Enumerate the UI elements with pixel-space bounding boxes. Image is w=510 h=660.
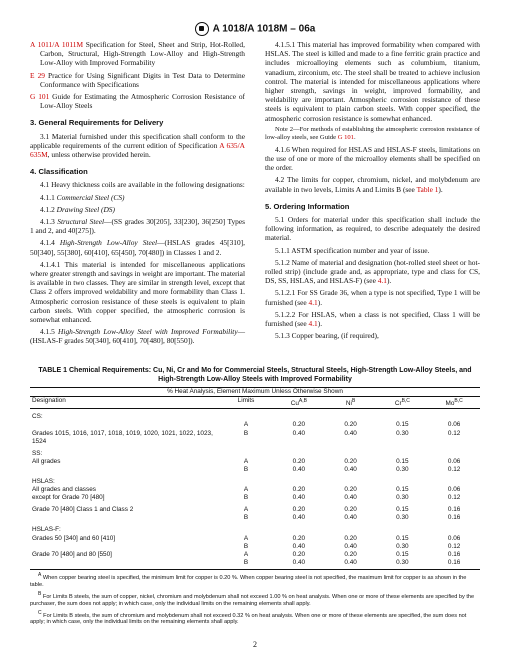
ni-value-cell: 0.40 [344,514,357,522]
col-header-mo: $Mo^{B,C}$ [428,397,480,409]
cr-value-cell: 0.15 [396,534,409,542]
paragraph-5-1-1: 5.1.1 ASTM specification number and year of issue. [275,245,430,255]
paragraph-5-1: 5.1 Orders for material under this specification shall include the following information, as required, to describe adequately the desired material. [265,215,480,243]
referenced-document: E 29 Practice for Using Significant Digits in Test Data to Determine Conformance with Specifications [30,70,245,89]
designation-cell: Grades 50 [340] and 60 [410] [32,534,116,542]
ref-link-g101[interactable]: G 101 [337,133,355,141]
paragraph-4-2: 4.2 The limits for copper, chromium, nickel, and molybdenum are available in two levels, Limits A and Limits B (see Table 1). [265,175,480,194]
cu-value-cell: 0.40 [273,559,325,570]
page-number: 2 [253,640,257,649]
cu-value-cell: 0.20 [292,534,306,542]
ni-value-cell: 0.20 [344,421,357,429]
cr-value-cell: 0.15 [396,457,409,465]
paragraph-5-1-2-1: 5.1.2.1 For SS Grade 36, when a type is not specified, Type 1 will be furnished (see 4.1). [265,288,480,307]
col-header-limits: Limits [219,397,273,409]
left-column [30,40,245,349]
mo-value-cell: 0.06 [447,457,461,465]
cr-value-cell: 0.15 [396,550,409,558]
mo-value-cell: 0.06 [447,486,461,494]
table-footnote: $^A$ When copper bearing steel is specified, the minimum limit for copper is 0.20 %. When copper bearing steel is not specified, the maximum limit for copper is as shown in the table. [30,571,467,588]
astm-logo-icon [195,22,209,36]
designation-cell: except for Grade 70 [480] [32,494,105,502]
cr-value-cell: 0.15 [396,421,409,429]
ref-link-4-1[interactable]: 4.1 [377,276,387,286]
cu-value-cell: 0.20 [292,486,306,494]
designation-cell: Grade 70 [480] Class 1 and Class 2 [32,506,134,514]
ref-link-4-1[interactable]: 4.1 [308,297,318,307]
col-header-cu: $Cu^{A,B}$ [273,397,325,409]
table-1 [30,366,480,626]
page-header [0,22,510,36]
cr-value-cell: 0.30 [396,494,409,502]
ref-link-a635[interactable]: A 635/A 635M [30,140,246,160]
table-row [30,506,480,514]
right-column [265,40,480,343]
limits-cell: A [243,506,249,514]
paragraph-4-1-2: 4.1.2 Drawing Steel (DS) [40,204,115,214]
cu-value-cell: 0.20 [292,421,306,429]
table-row [30,466,480,474]
ref-link-table-1[interactable]: Table 1 [416,184,439,194]
limits-cell: B [243,514,249,522]
table-row [30,514,480,522]
table-footnote: $^C$ For Limits B steels, the sum of chromium and molybdenum shall not exceed 0.32 % on heat analysis. When one or more of these elements are specified, the sum does not apply; in which case, only the individual limits on the remaining elements shall apply. [30,609,467,626]
designation-cell [30,559,219,570]
cr-value-cell: 0.15 [396,486,409,494]
table-row [30,535,480,543]
cu-value-cell: 0.40 [292,514,306,522]
cr-value-cell: 0.30 [396,514,409,522]
ni-value-cell: 0.40 [344,542,357,550]
cr-value-cell: 0.30 [377,559,429,570]
paragraph-4-1-3: 4.1.3 Structural Steel—(SS grades 30[205], 33[230], 36[250] Types 1 and 2, and 40[275]). [30,217,245,236]
paragraph-4-1-5: 4.1.5 High-Strength Low-Alloy Steel with Improved Formability—(HSLAS-F grades 50[340], 60[410], 70[480], 80[550]). [30,327,245,346]
table-group-heading: SS: [32,449,43,457]
paragraph-4-1-6: 4.1.6 When required for HSLAS and HSLAS-F steels, limitations on the use of one or more of the microalloy elements shall be specified on the order. [265,144,480,173]
ref-link-code[interactable]: A 1011/A 1011M [30,40,84,49]
col-header-ni: $Ni^B$ [325,397,377,409]
table-group-heading: HSLAS-F: [32,526,61,534]
ref-link-code[interactable]: E 29 [30,70,45,80]
limits-cell: B [243,494,249,502]
cu-value-cell: 0.20 [292,506,306,514]
table-row [30,559,480,570]
mo-value-cell: 0.16 [428,559,480,570]
table-row [30,543,480,551]
cr-value-cell: 0.30 [396,429,409,437]
mo-value-cell: 0.12 [447,494,461,502]
table-group-heading: CS: [32,413,43,421]
ni-value-cell: 0.20 [344,486,357,494]
designation-cell [30,466,219,474]
limits-cell: B [243,542,249,550]
mo-value-cell: 0.06 [447,534,461,542]
paragraph-4-1: 4.1 Heavy thickness coils are available in the following designations: [40,180,245,190]
table-row [30,421,480,429]
limits-cell: A [243,550,249,558]
designation-cell [30,514,219,522]
section-4-title: 4. Classification [30,167,88,177]
cr-value-cell: 0.30 [396,465,409,473]
paragraph-5-1-2: 5.1.2 Name of material and designation (hot-rolled steel sheet or hot-rolled strip) (include grade and, as appropriate, type and class for CS, DS, SS, HSLAS, and HSLAS-F) (see 4.1). [265,257,480,286]
cu-value-cell: 0.20 [292,550,306,558]
ni-value-cell: 0.20 [344,506,357,514]
paragraph-3-1: 3.1 Material furnished under this specification shall conform to the applicable requirements of the current edition of Specification A 635/A 635M, unless otherwise provided herein. [30,131,246,160]
table-footnote: $^B$ For Limits B steels, the sum of copper, nickel, chromium and molybdenum shall not exceed 1.00 % on heat analysis. When one or more of these elements are specified by the purchaser, the sum does not apply; in which case, only the individual limits on the remaining elements shall apply. [30,590,475,607]
col-header-cr: $Cr^{B,C}$ [377,397,429,409]
cu-value-cell: 0.40 [292,429,306,437]
chemical-requirements-table [30,387,480,570]
mo-value-cell: 0.12 [447,465,461,473]
designation-cell: Grades 1015, 1016, 1017, 1018, 1019, 1020, 1021, 1022, 1023, 1524 [32,429,213,445]
limits-cell: A [243,421,249,429]
ni-value-cell: 0.20 [344,534,357,542]
mo-value-cell: 0.16 [447,506,461,514]
ni-value-cell: 0.40 [325,559,377,570]
paragraph-4-1-1: 4.1.1 Commercial Steel (CS) [40,192,125,202]
paragraph-5-1-2-2: 5.1.2.2 For HSLAS, when a class is not specified, Class 1 will be furnished (see 4.1). [265,309,480,329]
designation-cell: All grades [32,457,61,465]
table-row [30,551,480,559]
col-header-designation: Designation [30,397,219,409]
section-3-title: 3. General Requirements for Delivery [30,118,164,128]
table-row [30,486,480,494]
ni-value-cell: 0.20 [344,457,357,465]
limits-cell: B [243,429,249,437]
designation-cell [30,543,219,551]
referenced-documents-list [30,40,245,110]
paragraph-4-1-4: 4.1.4 High-Strength Low-Alloy Steel—(HSLAS grades 45[310], 50[340], 55[380], 60[410], 65[450], 70[480]) in Classes 1 and 2. [30,238,245,257]
limits-cell: A [243,486,249,494]
limits-cell: A [243,457,249,465]
mo-value-cell: 0.16 [447,514,461,522]
ni-value-cell: 0.40 [344,494,357,502]
ref-link-4-1[interactable]: 4.1 [308,319,318,329]
note-2: Note 2—For methods of establishing the atmospheric corrosion resistance of low-alloy steels, see Guide G 101. [265,125,480,141]
table-row [30,458,480,466]
mo-value-cell: 0.06 [447,421,461,429]
paragraph-4-1-4-1: 4.1.4.1 This material is intended for miscellaneous applications where greater strength and savings in weight are important. The material is available in two classes. They are similar in strength level, except that Class 2 offers improved weldability and more formability than Class 1. Atmospheric corrosion resistance of these steels is equivalent to plain carbon steels. With copper specified, the atmospheric corrosion is somewhat enhanced. [30,259,245,325]
limits-cell: B [219,559,273,570]
table-footnotes [30,572,480,627]
cu-value-cell: 0.40 [292,465,306,473]
limits-cell: B [243,465,249,473]
table-body [30,409,480,570]
designation-cell: All grades and classes [32,486,96,494]
ni-value-cell: 0.20 [344,550,357,558]
document-title: A 1018/A 1018M – 06a [212,23,316,35]
referenced-document: A 1011/A 1011M Specification for Steel, Sheet and Strip, Hot-Rolled, Carbon, Structural, High-Strength Low-Alloy and High-Strength Low-Alloy with Improved Formability [30,40,245,68]
referenced-document: G 101 Guide for Estimating the Atmospheric Corrosion Resistance of Low-Alloy Steels [30,92,245,111]
section-5-title: 5. Ordering Information [265,201,350,211]
ni-value-cell: 0.40 [344,465,357,473]
cu-value-cell: 0.40 [292,494,306,502]
table-row [30,430,480,446]
paragraph-4-1-5-1: 4.1.5.1 This material has improved formability when compared with HSLAS. The steel is killed and made to a fine ferritic grain practice and includes microalloying elements such as columbium, titanium, vanadium, zirconium, etc. The steel shall be treated to achieve inclusion control. The material is intended for miscellaneous applications where higher strength, savings in weight, improved formability, and weldability are important. Atmospheric corrosion resistance of these steels is equivalent to plain carbon steels. With copper specified, the atmospheric corrosion resistance is somewhat enhanced. [265,40,480,123]
cr-value-cell: 0.15 [396,506,409,514]
cu-value-cell: 0.40 [292,542,306,550]
ni-value-cell: 0.40 [344,429,357,437]
cr-value-cell: 0.30 [396,542,409,550]
designation-cell: Grade 70 [480] and 80 [550] [32,550,112,558]
mo-value-cell: 0.12 [447,542,461,550]
table-span-header: % Heat Analysis, Element Maximum Unless Otherwise Shown [30,388,480,397]
limits-cell: A [243,534,249,542]
cu-value-cell: 0.20 [292,457,306,465]
table-1-caption: TABLE 1 Chemical Requirements: Cu, Ni, Cr and Mo for Commercial Steels, Structural Steels, High-Strength Low-Alloy Steels, and High-Strength Low-Alloy Steels with Improved Formability [38,367,472,383]
ref-link-code[interactable]: G 101 [30,92,50,102]
mo-value-cell: 0.16 [447,550,461,558]
paragraph-5-1-3: 5.1.3 Copper bearing, (if required), [275,331,379,341]
mo-value-cell: 0.12 [447,429,461,437]
table-row [30,494,480,502]
table-group-heading: HSLAS: [32,477,55,485]
designation-cell [30,421,219,429]
